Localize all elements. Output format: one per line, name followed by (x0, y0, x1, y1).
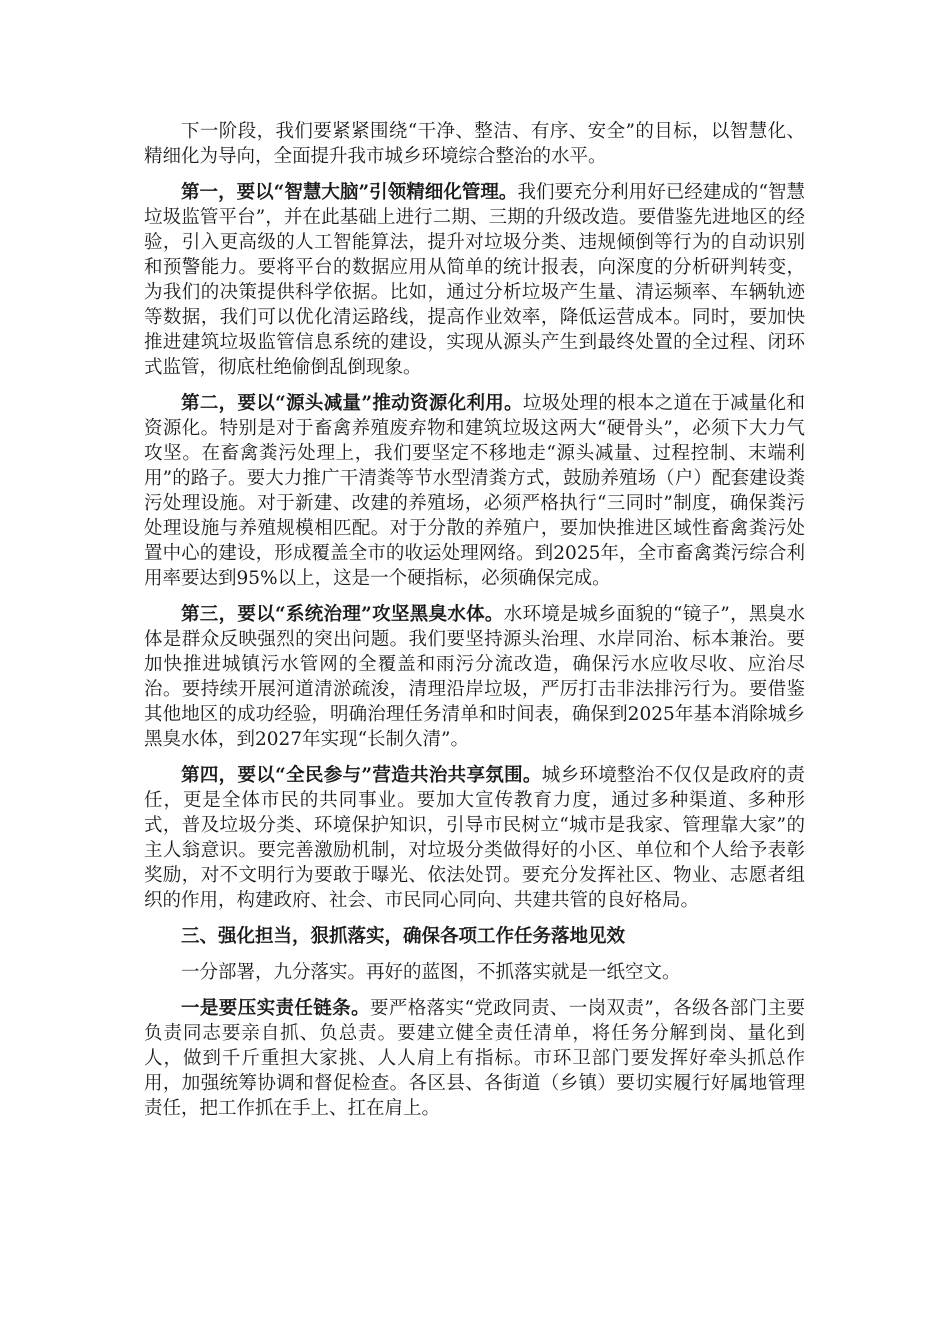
paragraph-text: 要严格落实“党政同责、一岗双责”，各级各部门主要负责同志要亲自抓、负总责。要建立健全责任清单，将任务分解到岗、量化到人，做到千斤重担大家挑、人人肩上有指标。市环卫部门要发挥好牵头抓总作用，加强统筹协调和督促检查。各区县、各街道（乡镇）要切实履行好属地管理责任，把工作抓在手上、扛在肩上。 (144, 998, 805, 1119)
paragraph-lead: 第三，要以“系统治理”攻坚黑臭水体。 (181, 604, 504, 625)
paragraph-text: 城乡环境整治不仅仅是政府的责任，更是全体市民的共同事业。要加大宣传教育力度，通过多种渠道、多种形式，普及垃圾分类、环境保护知识，引导市民树立“城市是我家、管理靠大家”的主人翁意识。要完善激励机制，对垃圾分类做得好的小区、单位和个人给予表彰奖励，对不文明行为要敢于曝光、依法处罚。要充分发挥社区、物业、志愿者组织的作用，构建政府、社会、市民同心同向、共建共管的良好格局。 (144, 765, 805, 911)
paragraph-smart-brain (144, 180, 805, 380)
paragraph-lead: 第一，要以“智慧大脑”引领精细化管理。 (181, 182, 518, 203)
paragraph-public-participation (144, 763, 805, 913)
paragraph-lead: 第二，要以“源头减量”推动资源化利用。 (181, 393, 523, 414)
paragraph-text: 垃圾处理的根本之道在于减量化和资源化。特别是对于畜禽养殖废弃物和建筑垃圾这两大“硬骨头”，必须下大力气攻坚。在畜禽粪污处理上，我们要坚定不移地走“源头减量、过程控制、末端利用”的路子。要大力推广干清粪等节水型清粪方式，鼓励养殖场（户）配套建设粪污处理设施。对于新建、改建的养殖场，必须严格执行“三同时”制度，确保粪污处理设施与养殖规模相匹配。对于分散的养殖户，要加快推进区域性畜禽粪污处置中心的建设，形成覆盖全市的收运处理网络。到2025年，全市畜禽粪污综合利用率要达到95%以上，这是一个硬指标，必须确保完成。 (144, 393, 805, 589)
paragraph-text: 下一阶段，我们要紧紧围绕“干净、整洁、有序、安全”的目标，以智慧化、精细化为导向，全面提升我市城乡环境综合整治的水平。 (144, 121, 805, 167)
paragraph-black-odorous-water (144, 602, 805, 752)
document-page (144, 119, 805, 1132)
paragraph-intro (144, 119, 805, 169)
paragraph-lead: 第四，要以“全民参与”营造共治共享氛围。 (181, 765, 542, 786)
paragraph-source-reduction (144, 391, 805, 591)
paragraph-text: 水环境是城乡面貌的“镜子”，黑臭水体是群众反映强烈的突出问题。我们要坚持源头治理、水岸同治、标本兼治。要加快推进城镇污水管网的全覆盖和雨污分流改造，确保污水应收尽收、应治尽治。要持续开展河道清淤疏浚，清理沿岸垃圾，严厉打击非法排污行为。要借鉴其他地区的成功经验，明确治理任务清单和时间表，确保到2025年基本消除城乡黑臭水体，到2027年实现“长制久清”。 (144, 604, 805, 750)
section-heading: 三、强化担当，狠抓落实，确保各项工作任务落地见效 (181, 926, 626, 947)
paragraph-text: 我们要充分利用好已经建成的“智慧垃圾监管平台”，并在此基础上进行二期、三期的升级改造。要借鉴先进地区的经验，引入更高级的人工智能算法，提升对垃圾分类、违规倾倒等行为的自动识别和预警能力。要将平台的数据应用从简单的统计报表，向深度的分析研判转变，为我们的决策提供科学依据。比如，通过分析垃圾产生量、清运频率、车辆轨迹等数据，我们可以优化清运路线，提高作业效率，降低运营成本。同时，要加快推进建筑垃圾监管信息系统的建设，实现从源头产生到最终处置的全过程、闭环式监管，彻底杜绝偷倒乱倒现象。 (144, 182, 805, 378)
paragraph-lead: 一是要压实责任链条。 (181, 998, 370, 1019)
paragraph-responsibility-chain (144, 996, 805, 1121)
section-intro: 一分部署，九分落实。再好的蓝图，不抓落实就是一纸空文。 (181, 962, 681, 983)
